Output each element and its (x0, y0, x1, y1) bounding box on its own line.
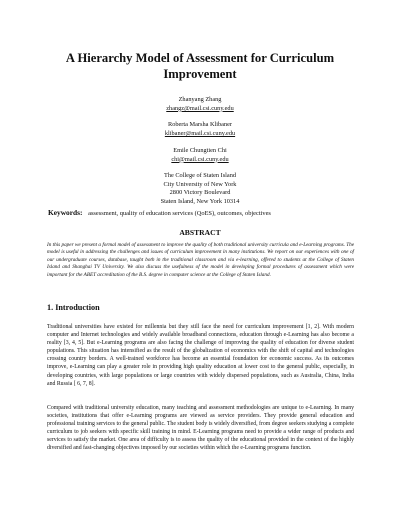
author-block (40, 96, 360, 206)
keywords-label: Keywords: (48, 208, 83, 217)
keywords-text: assessment, quality of education services (QoES), outcomes, objectives (88, 210, 271, 217)
body-paragraph: Traditional universities have existed for millennia but they still face the need for curriculum improvement [1, 2]. With modern computer and Internet technologies and widely available broadband connections, education through e-Learning has also become a reality [3, 4, 5]. But e-Learning programs are also facing the challenge of improving the quality of education for diverse student populations. This situation has intensified as the result of the globalization of economics with the shift of capital and technologies crossing country borders. A well-trained workforce has become an essential foundation for economic success. As its outcomes improve, e-Learning can play a greater role in providing high quality education at lower cost to the general public, especially, in developing countries, with large populations or large countries with widely dispersed populations, such as Australia, China, India and Russia [ 6, 7, 8]. (47, 324, 354, 387)
author-email-link[interactable]: zhangz@mail.csi.cuny.edu (166, 104, 234, 112)
affiliation-line: The College of Staten Island (163, 172, 237, 180)
affiliation-line: City University of New York (163, 180, 237, 188)
author-name: Emile Chungtien Chi (173, 146, 227, 154)
affiliation (40, 172, 360, 206)
affiliation-line: 2800 Victory Boulevard (169, 189, 231, 197)
affiliation-line: Staten Island, New York 10314 (160, 197, 240, 205)
author-1 (40, 96, 360, 113)
author-3 (40, 147, 360, 164)
keywords-line (48, 208, 368, 218)
author-2 (40, 121, 360, 138)
author-name: Roberta Marsha Klibaner (168, 121, 232, 129)
section-heading: 1. Introduction (47, 303, 100, 312)
author-name: Zhanyang Zhang (178, 96, 222, 103)
paper-title: A Hierarchy Model of Assessment for Curriculum Improvement (65, 51, 335, 81)
abstract-heading: ABSTRACT (179, 228, 221, 237)
abstract-text: In this paper we present a formal model of assessment to improve the quality of both traditional university curricula and e-Learning programs. The model is useful in addressing the challenges and issues of curriculum improvement in many institutions. We report on our experiences with one of our undergraduate courses, database, taught both in the traditional classroom and via e-learning, offered to students at the College of Staten Island and Shanghai TV University. We also discuss the usefulness of the model in developing formal procedures of assessment which were important for the ABET accreditation of the B.S. degree in computer science at the College of Staten Island. (47, 242, 354, 278)
body-paragraph: Compared with traditional university education, many teaching and assessment methodologies are unique to e-Learning. In many societies, institutions that offer e-Learning programs are viewed as service providers. They provide general education and professional training services to the general public. The student body is widely diversified, from degree seekers studying a complete curriculum to job seekers with specific skill training in mind. E-Learning programs need to provide a wider range of products and services to satisfy the market. One area of difficulty is to assess the quality of the educational provided in the context of the highly diversified and fast-changing objectives imposed by our societies within which the e-Learning programs function. (47, 405, 354, 452)
author-email-link[interactable]: klibaner@mail.csi.cuny.edu (164, 130, 236, 138)
author-email-link[interactable]: chi@mail.csi.cuny.edu (171, 155, 229, 163)
